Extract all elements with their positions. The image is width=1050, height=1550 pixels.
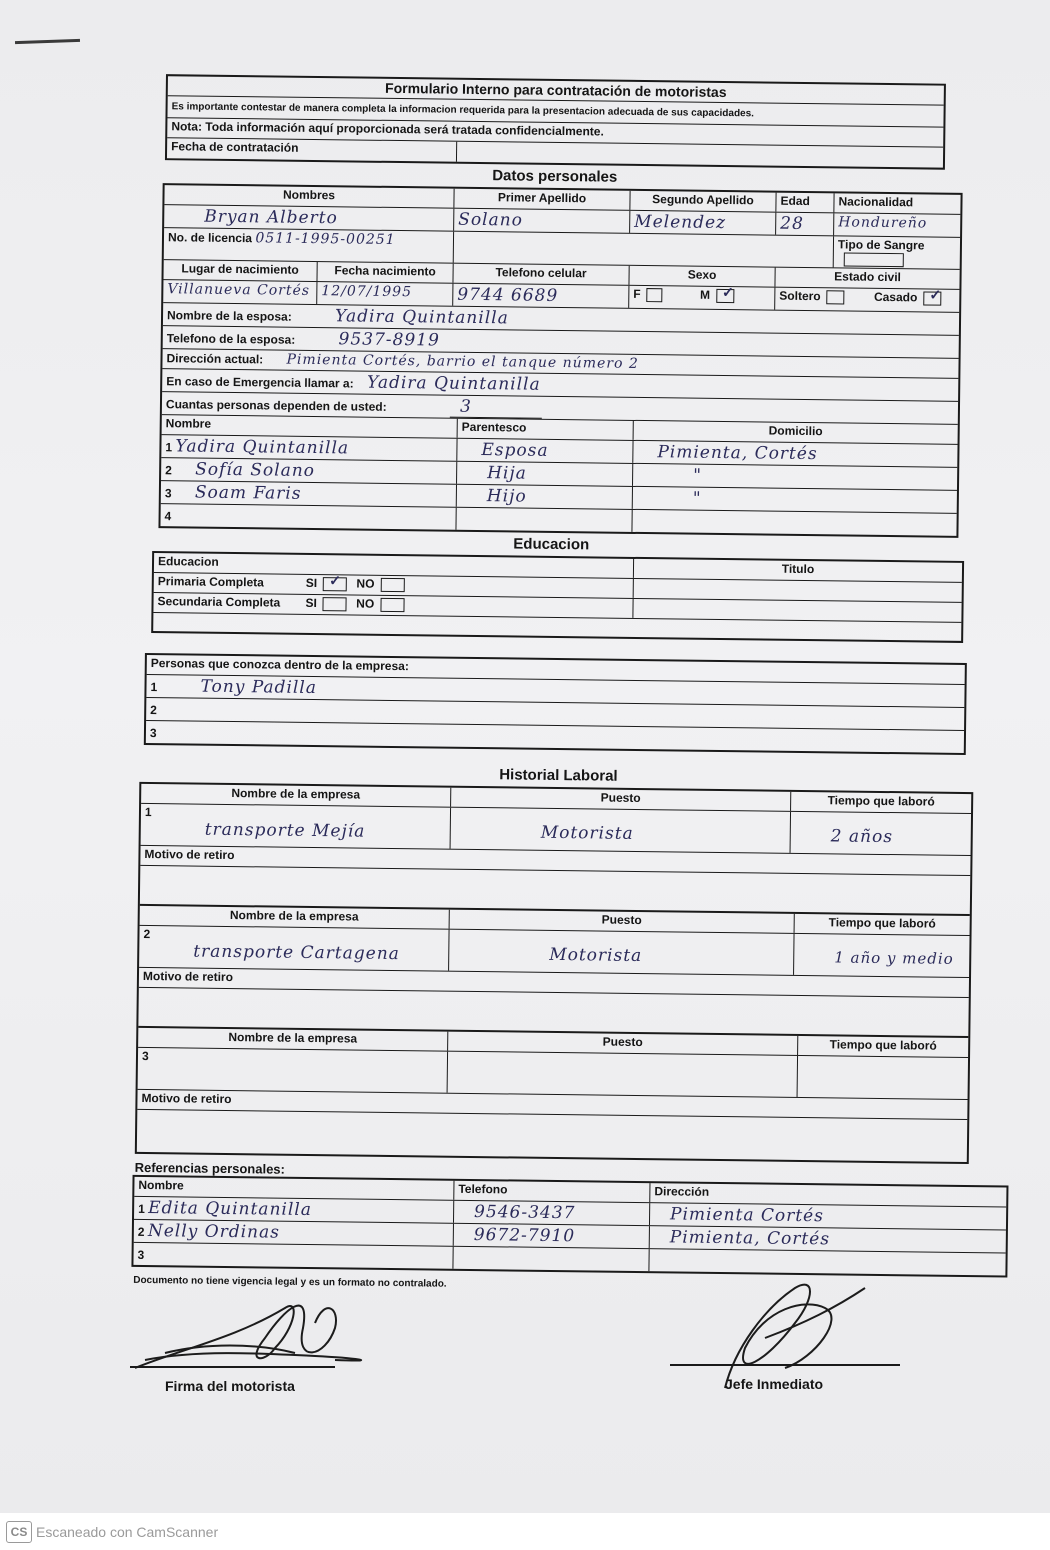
- label-sexo-m: M: [699, 287, 711, 302]
- row-number: 3: [164, 486, 172, 501]
- col-empresa: Nombre de la empresa: [138, 1028, 448, 1051]
- ref-header-nombre: Nombre: [134, 1177, 454, 1200]
- col-empresa: Nombre de la empresa: [140, 906, 450, 929]
- driver-signature-label: Firma del motorista: [165, 1378, 295, 1394]
- col-empresa: Nombre de la empresa: [141, 784, 451, 807]
- label-telefono-celular: Telefono celular: [453, 264, 629, 285]
- label-primer-apellido: Primer Apellido: [454, 189, 630, 210]
- value-telefono-celular[interactable]: 9744 6689: [457, 284, 559, 306]
- signature-area: [125, 1268, 1025, 1408]
- references-table: [131, 1175, 1008, 1278]
- form-header: [165, 74, 946, 170]
- hire-date-label: Fecha de contratación: [167, 138, 457, 162]
- known-people-label: Personas que conozca dentro de la empresa:: [150, 655, 409, 674]
- boss-signature-icon: [725, 1285, 865, 1388]
- job-duration[interactable]: 1 año y medio: [834, 948, 954, 968]
- secundaria-no-checkbox[interactable]: [380, 597, 404, 611]
- job-company[interactable]: transporte Cartagena: [193, 941, 400, 964]
- ref-header-direccion: Dirección: [654, 1184, 710, 1199]
- work-history-title: Historial Laboral: [499, 766, 618, 785]
- value-nombres[interactable]: Bryan Alberto: [204, 206, 338, 229]
- row-number: 3: [149, 725, 157, 740]
- job-duration[interactable]: 2 años: [830, 826, 894, 847]
- soltero-checkbox[interactable]: [827, 290, 845, 304]
- casado-checkbox[interactable]: [923, 291, 941, 305]
- col-tiempo: Tiempo que laboró: [829, 1037, 937, 1053]
- personal-data-table: [158, 183, 962, 538]
- dependent-address[interactable]: ": [693, 465, 703, 486]
- confidentiality-note: Nota: Toda información aquí proporcionada será tratada confidencialmente.: [171, 119, 604, 139]
- reference-address[interactable]: Pimienta, Cortés: [669, 1227, 831, 1250]
- label-dependientes: Cuantas personas dependen de usted:: [165, 397, 387, 414]
- value-edad[interactable]: 28: [780, 213, 804, 234]
- motivo-label: Motivo de retiro: [141, 1090, 232, 1106]
- dependent-relation[interactable]: Esposa: [481, 439, 549, 461]
- row-number: 2: [143, 926, 151, 941]
- reference-name[interactable]: Edita Quintanilla: [148, 1197, 313, 1220]
- dependent-name[interactable]: Sofía Solano: [195, 459, 316, 481]
- value-licencia[interactable]: 0511-1995-00251: [255, 230, 396, 248]
- pen-mark: [15, 39, 80, 44]
- label-sexo: Sexo: [629, 266, 775, 287]
- value-segundo-apellido[interactable]: Melendez: [634, 211, 727, 234]
- work-history-table: [135, 782, 973, 1164]
- motivo-field[interactable]: [137, 1110, 967, 1162]
- value-fecha-nacimiento[interactable]: 12/07/1995: [321, 282, 413, 301]
- education-label: Secundaria Completa: [157, 593, 281, 610]
- driver-signature-icon: [135, 1306, 361, 1368]
- label-emergencia: En caso de Emergencia llamar a:: [166, 374, 354, 391]
- primaria-no-checkbox[interactable]: [380, 577, 404, 591]
- reference-phone[interactable]: 9672-7910: [473, 1224, 576, 1247]
- title-header: Titulo: [781, 561, 815, 576]
- value-primer-apellido[interactable]: Solano: [458, 209, 524, 231]
- label-licencia: No. de licencia: [167, 230, 253, 246]
- reference-phone[interactable]: 9546-3437: [474, 1201, 576, 1224]
- row-number: 1: [150, 679, 158, 694]
- ref-header-telefono: Telefono: [454, 1181, 650, 1202]
- col-tiempo: Tiempo que laboró: [828, 915, 936, 931]
- label-lugar-nacimiento: Lugar de nacimiento: [163, 260, 317, 281]
- sexo-m-checkbox[interactable]: [716, 289, 734, 303]
- col-puesto: Puesto: [448, 1032, 798, 1055]
- row-number: 2: [165, 463, 172, 478]
- dependent-address[interactable]: Pimienta, Cortés: [657, 442, 818, 464]
- value-nacionalidad[interactable]: Hondureño: [838, 214, 928, 232]
- value-tel-esposa[interactable]: 9537-8919: [338, 329, 440, 351]
- label-nombres: Nombres: [164, 185, 454, 208]
- value-esposa[interactable]: Yadira Quintanilla: [334, 306, 509, 329]
- label-nacionalidad: Nacionalidad: [838, 194, 914, 210]
- camscanner-text: Escaneado con CamScanner: [36, 1523, 219, 1540]
- form-intro: Es importante contestar de manera completa la informacion requerida para la presentacion adecuada de sus capacidades.: [171, 101, 755, 120]
- reference-address[interactable]: Pimienta Cortés: [669, 1204, 825, 1227]
- label-esposa: Nombre de la esposa:: [166, 308, 292, 324]
- boss-signature-label: Jefe Inmediato: [725, 1376, 824, 1392]
- value-dependientes[interactable]: 3: [450, 396, 542, 418]
- motivo-label: Motivo de retiro: [144, 846, 235, 862]
- row-number: 1: [144, 804, 152, 819]
- label-tipo-sangre: Tipo de Sangre: [837, 237, 925, 253]
- si-label: SI: [305, 575, 318, 590]
- blood-type-field[interactable]: [844, 252, 904, 267]
- job-position[interactable]: Motorista: [540, 822, 634, 844]
- sexo-f-checkbox[interactable]: [647, 288, 663, 302]
- boss-signature-line: [670, 1364, 900, 1366]
- label-direccion: Dirección actual:: [166, 351, 264, 367]
- secundaria-si-checkbox[interactable]: [323, 597, 347, 611]
- label-edad: Edad: [776, 193, 834, 213]
- reference-name[interactable]: Nelly Ordinas: [147, 1220, 281, 1243]
- secundaria-title-field[interactable]: [633, 599, 961, 622]
- references-label: Referencias personales:: [134, 1159, 286, 1177]
- col-puesto: Puesto: [451, 788, 791, 811]
- education-label: Primaria Completa: [157, 573, 264, 590]
- dependent-relation[interactable]: Hija: [487, 462, 527, 484]
- education-table: [151, 551, 964, 643]
- camscanner-logo-icon: CS: [6, 1521, 32, 1543]
- scanner-footer: [0, 1513, 1050, 1550]
- value-direccion[interactable]: Pimienta Cortés, barrio el tanque número 2: [286, 351, 639, 372]
- label-soltero: Soltero: [779, 288, 821, 304]
- dependents-header-domicilio: Domicilio: [768, 423, 823, 439]
- si-label: SI: [305, 595, 317, 610]
- value-emergencia[interactable]: Yadira Quintanilla: [366, 372, 541, 395]
- label-segundo-apellido: Segundo Apellido: [630, 191, 776, 212]
- row-number: 2: [150, 702, 158, 717]
- job-position[interactable]: Motorista: [549, 944, 643, 966]
- dependents-header-nombre: Nombre: [162, 415, 458, 438]
- motivo-label: Motivo de retiro: [142, 968, 234, 984]
- known-person-name[interactable]: Tony Padilla: [200, 676, 318, 698]
- primaria-si-checkbox[interactable]: [323, 577, 347, 591]
- col-tiempo: Tiempo que laboró: [827, 793, 935, 809]
- dependents-header-parentesco: Parentesco: [458, 419, 634, 440]
- form-title: Formulario Interno para contratación de motoristas: [384, 79, 727, 101]
- dependent-relation[interactable]: Hijo: [486, 485, 527, 507]
- no-label: NO: [356, 596, 375, 611]
- row-number: 1: [165, 440, 173, 455]
- known-people-table: [144, 653, 967, 755]
- value-lugar-nacimiento[interactable]: Villanueva Cortés: [167, 281, 311, 299]
- personal-section-title: Datos personales: [492, 167, 618, 186]
- row-number: 3: [137, 1247, 145, 1262]
- dependent-name[interactable]: Yadira Quintanilla: [175, 436, 350, 459]
- no-label: NO: [356, 576, 375, 591]
- row-number: 4: [164, 509, 172, 524]
- disclaimer: Documento no tiene vigencia legal y es un formato no contralado.: [133, 1274, 447, 1290]
- label-estado-civil: Estado civil: [834, 269, 902, 284]
- education-section-title: Educacion: [513, 535, 590, 554]
- driver-signature-line: [130, 1366, 335, 1368]
- dependent-name[interactable]: Soam Faris: [194, 482, 302, 504]
- label-casado: Casado: [873, 289, 918, 305]
- label-tel-esposa: Telefono de la esposa:: [166, 331, 296, 347]
- label-sexo-f: F: [633, 286, 641, 301]
- row-number: 2: [137, 1224, 145, 1239]
- primaria-title-field[interactable]: [634, 579, 962, 602]
- education-header: Educacion: [154, 553, 634, 578]
- job-company[interactable]: transporte Mejía: [204, 819, 366, 842]
- hiring-form: [133, 74, 1022, 1296]
- col-puesto: Puesto: [450, 910, 795, 933]
- dependent-address[interactable]: ": [692, 488, 702, 509]
- row-number: 3: [141, 1048, 149, 1063]
- label-fecha-nacimiento: Fecha nacimiento: [317, 262, 453, 283]
- row-number: 1: [138, 1201, 145, 1216]
